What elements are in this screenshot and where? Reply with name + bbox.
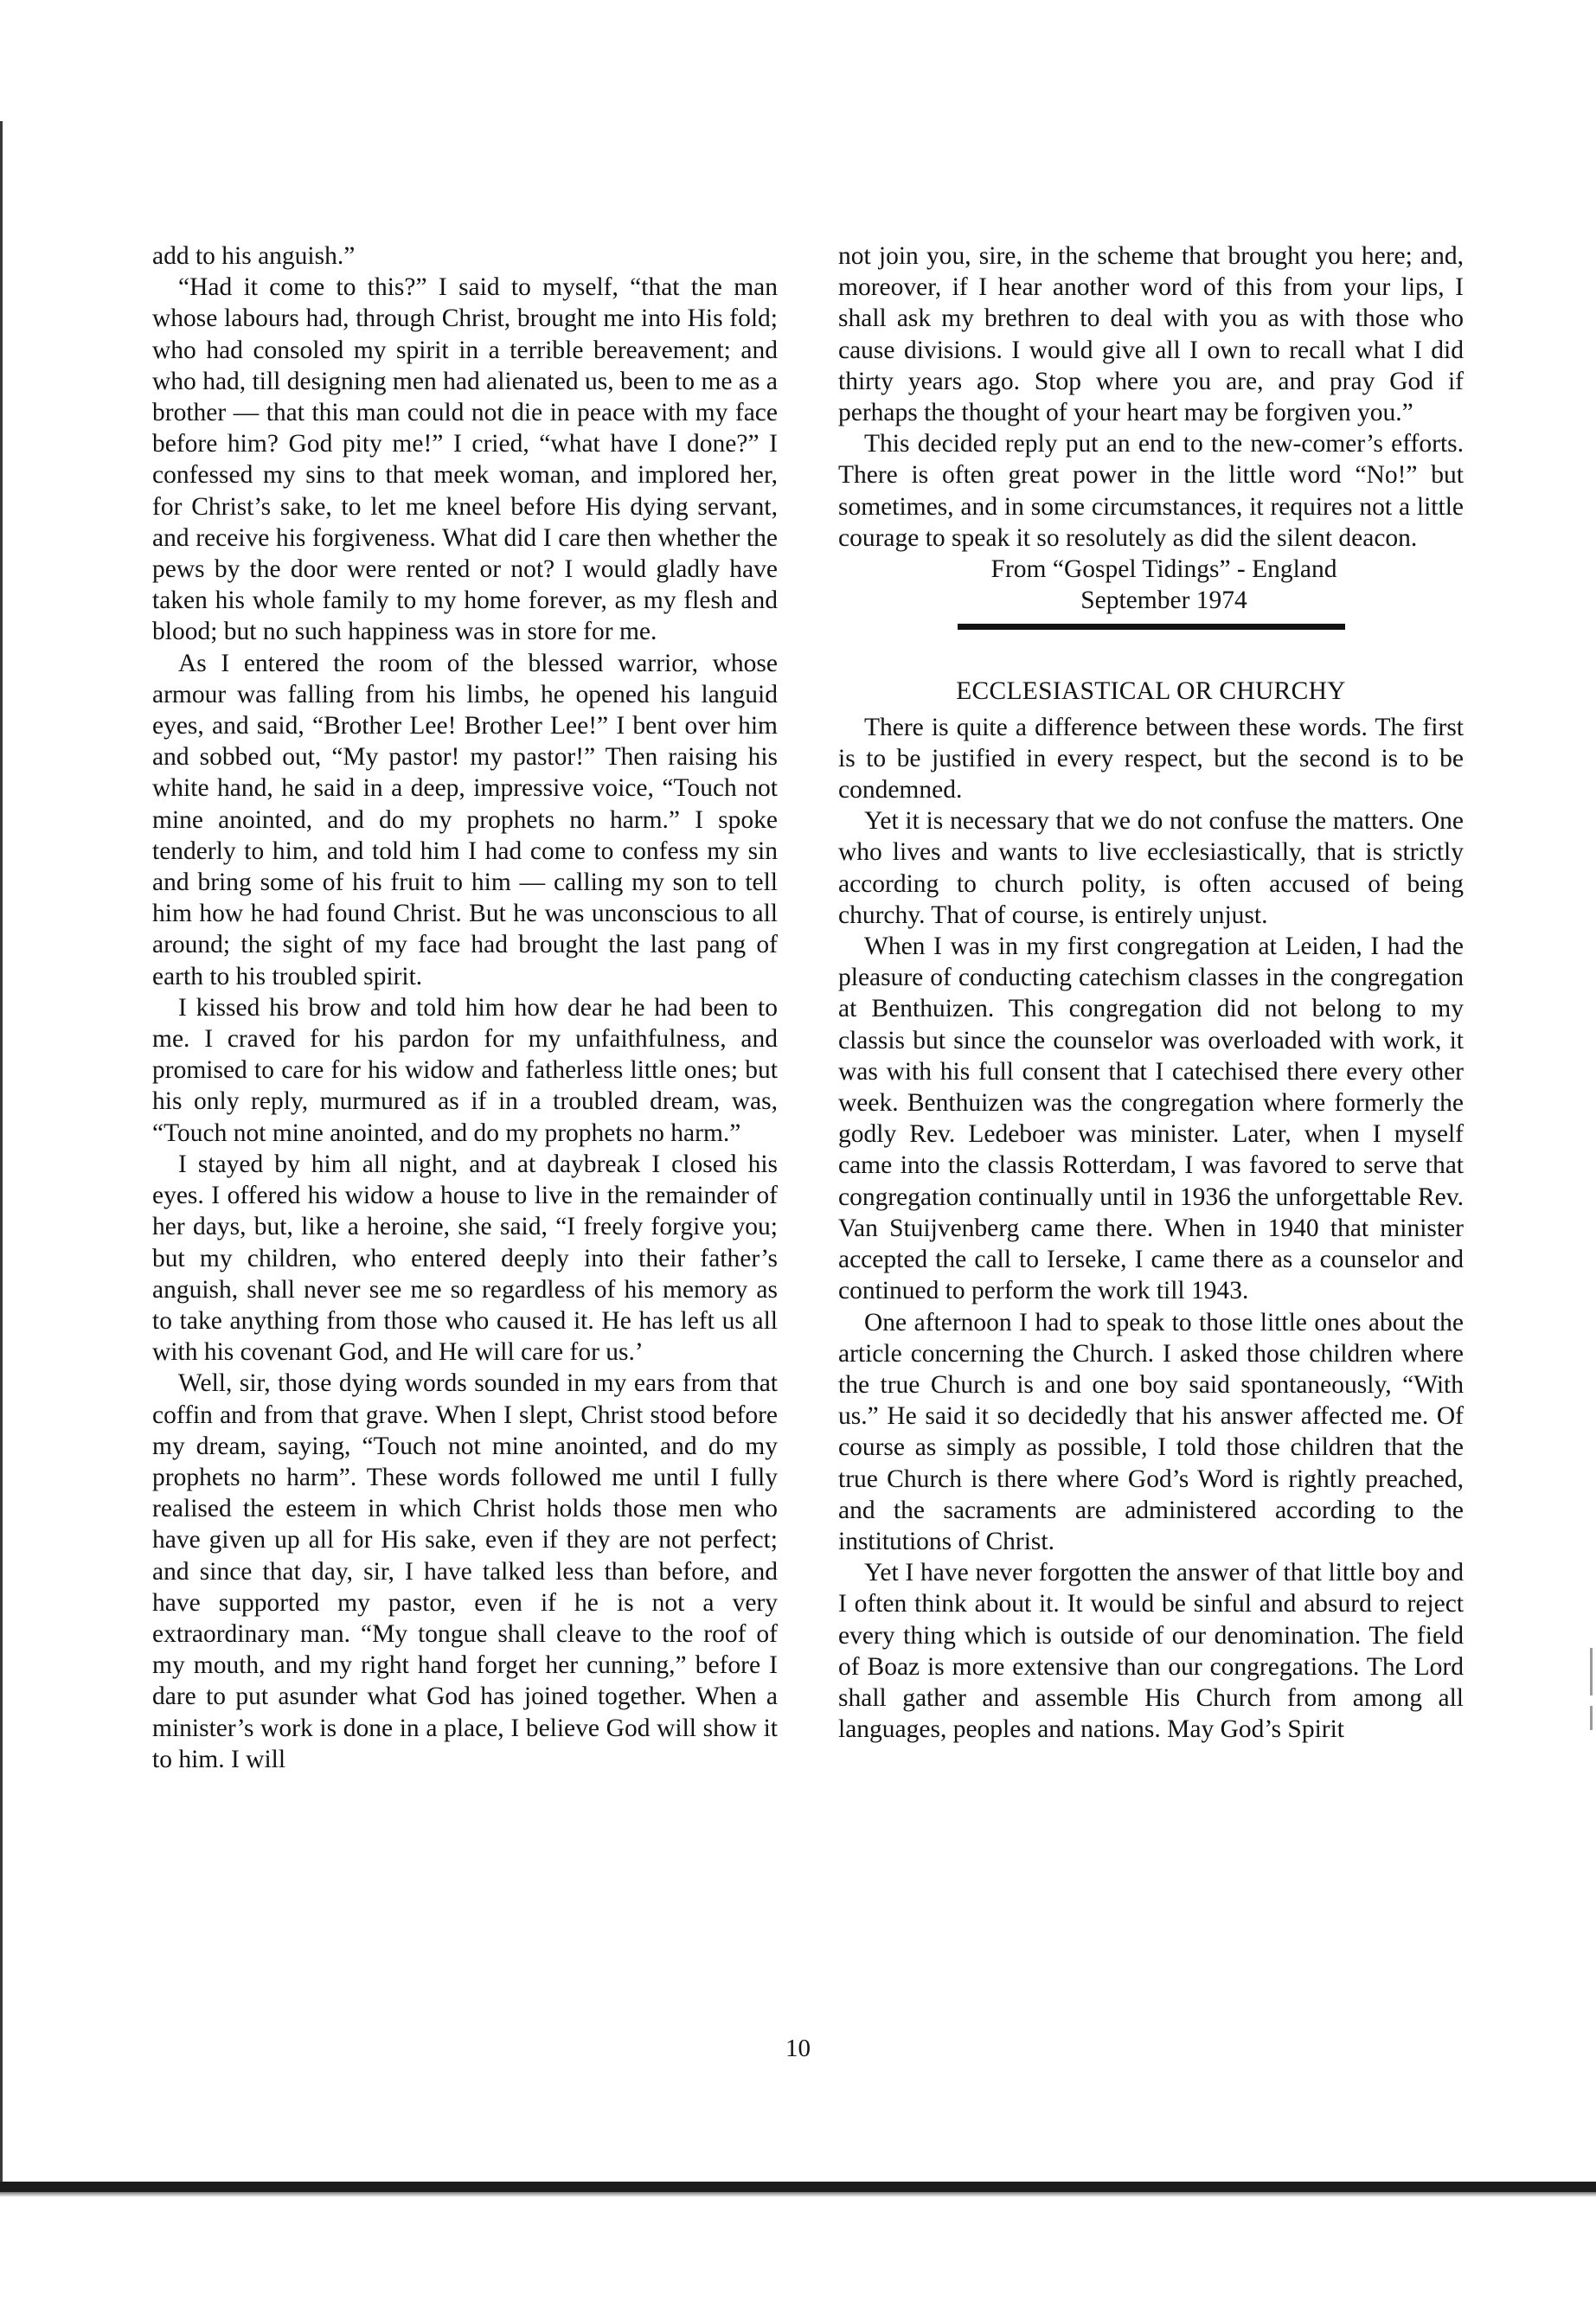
margin-mark xyxy=(1590,1706,1593,1730)
paragraph: Yet it is necessary that we do not confuse the matters. One who lives and wants to live ecclesiastically, that is strictly according to church polity, is often accused of being churchy. That of course, is entirely unjust. xyxy=(838,807,1464,929)
article-heading: ECCLESIASTICAL OR CHURCHY xyxy=(956,677,1346,706)
left-column xyxy=(152,240,778,1775)
right-column xyxy=(838,240,1464,1745)
paragraph: Well, sir, those dying words sounded in my ears from that coffin and from that grave. When I slept, Christ stood before my dream, saying, “Touch not mine anointed, and do my prophets no harm”. These words followed me until I fully realised the esteem in which Christ holds those men who have given up all for His sake, even if they are not perfect; and since that day, sir, I have talked less than before, and have supported my pastor, even if he is not a very extraordinary man. “My tongue shall cleave to the roof of my mouth, and my right hand forget her cunning,” before I dare to put asunder what God has joined together. When a minister’s work is done in a place, I believe God will show it to him. I will xyxy=(152,1369,778,1773)
paragraph: Yet I have never forgotten the answer of that little boy and I often think about it. It would be sinful and absurd to reject every thing which is outside of our denomination. The field of Boaz is more extensive than our congregations. The Lord shall gather and assemble His Church from among all languages, peoples and nations. May God’s Spirit xyxy=(838,1559,1464,1744)
paragraph: One afternoon I had to speak to those little ones about the article concerning the Church. I asked those children where the true Church is and one boy said spontaneously, “With us.” He said it so decidedly that his answer affected me. Of course as simply as possible, I told those children that the true Church is there where God’s Word is rightly preached, and the sacraments are administered according to the institutions of Christ. xyxy=(838,1308,1464,1555)
source-date: September 1974 xyxy=(1080,586,1247,615)
section-divider xyxy=(958,624,1345,630)
paragraph: I stayed by him all night, and at daybreak I closed his eyes. I offered his widow a house to live in the remainder of her days, but, like a heroine, she said, “I freely forgive you; but my children, who entered deeply into their father’s anguish, shall never see me so regardless of his memory as to take anything from those who caused it. He has left us all with his covenant God, and He will care for us.’ xyxy=(152,1150,778,1367)
page-number: 10 xyxy=(785,2035,811,2062)
source-attribution: From “Gospel Tidings” - England xyxy=(990,555,1337,584)
scan-bottom-band xyxy=(0,2182,1596,2192)
paragraph: As I entered the room of the blessed warrior, whose armour was falling from his limbs, he opened his languid eyes, and said, “Brother Lee! Brother Lee!” I bent over him and sobbed out, “My pastor! my pastor!” Then raising his white hand, he said in a deep, impressive voice, “Touch not mine anointed, and do my prophets no harm.” I spoke tenderly to him, and told him I had come to confess my sin and bring some of his fruit to him — calling my son to tell him how he had found Christ. But he was unconscious to all around; the sight of my face had brought the last pang of earth to his troubled spirit. xyxy=(152,649,778,990)
scan-left-edge xyxy=(0,121,3,2193)
paragraph: I kissed his brow and told him how dear he had been to me. I craved for his pardon for my unfaithfulness, and promised to care for his widow and fatherless little ones; but his only reply, murmured as if in a troubled dream, was, “Touch not mine anointed, and do my prophets no harm.” xyxy=(152,993,778,1147)
margin-mark xyxy=(1590,1648,1593,1695)
paragraph: “Had it come to this?” I said to myself, “that the man whose labours had, through Christ, brought me into His fold; who had consoled my spirit in a terrible bereavement; and who had, till designing men had alienated us, been to me as a brother — that this man could not die in peace with my face before him? God pity me!” I cried, “what have I done?” I confessed my sins to that meek woman, and implored her, for Christ’s sake, to let me kneel before His dying servant, and receive his forgiveness. What did I care then whether the pews by the door were rented or not? I would gladly have taken his whole family to my home forever, as my flesh and blood; but no such happiness was in store for me. xyxy=(152,273,778,646)
paragraph: When I was in my first congregation at Leiden, I had the pleasure of conducting catechism classes in the congregation at Benthuizen. This congregation did not belong to my classis but since the counselor was overloaded with work, it was with his full consent that I catechised there every other week. Benthuizen was the congregation where formerly the godly Rev. Ledeboer was minister. Later, when I myself came into the classis Rotterdam, I was favored to serve that congregation continually until in 1936 the unforgettable Rev. Van Stuijvenberg came there. When in 1940 that minister accepted the call to Ierseke, I came there as a counselor and continued to perform the work till 1943. xyxy=(838,933,1464,1305)
paragraph: add to his anguish.” xyxy=(152,242,356,270)
paragraph: There is quite a difference between these words. The first is to be justified in every respect, but the second is to be condemned. xyxy=(838,713,1464,804)
paragraph: This decided reply put an end to the new-comer’s efforts. There is often great power in the little word “No!” but sometimes, and in some circumstances, it requires not a little courage to speak it so resolutely as did the silent deacon. xyxy=(838,430,1464,552)
paragraph: not join you, sire, in the scheme that brought you here; and, moreover, if I hear another word of this from your lips, I shall ask my brethren to deal with you as with those who cause divisions. I would give all I own to recall what I did thirty years ago. Stop where you are, and pray God if perhaps the thought of your heart may be forgiven you.” xyxy=(838,242,1464,427)
